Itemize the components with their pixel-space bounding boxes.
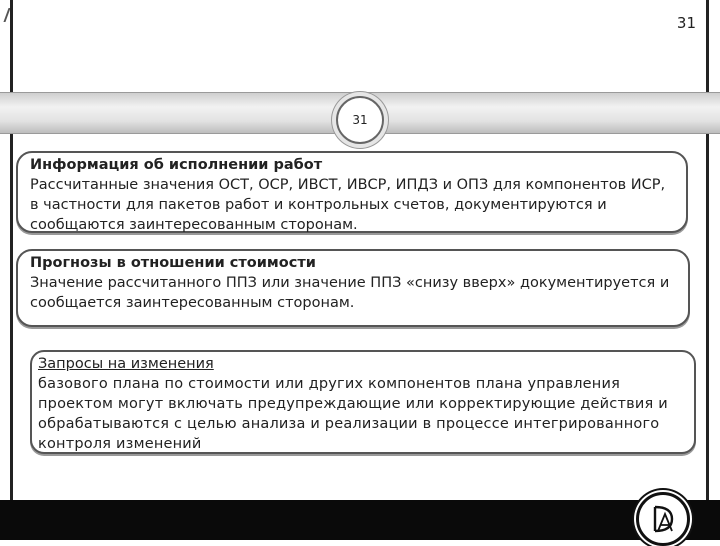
cost-forecasts-box [16, 249, 690, 327]
page-number: 31 [676, 14, 696, 32]
box-heading: Запросы на изменения [38, 356, 214, 372]
box-text: Рассчитанные значения ОСТ, ОСР, ИВСТ, ИВСР, ИПДЗ и ОПЗ для компонентов ИСР, в частности для пакетов работ и контрольных счетов, документируются и сообщаются заинтересованным сторонам. [30, 177, 666, 233]
change-requests-box [30, 350, 696, 454]
right-border-line [706, 0, 709, 500]
da-monogram-logo-icon [636, 492, 690, 546]
box-text: Значение рассчитанного ППЗ или значение ППЗ «снизу вверх» документируется и сообщается заинтересованным сторонам. [30, 275, 670, 311]
footer-bar [0, 500, 720, 540]
work-performance-info-box [16, 151, 688, 233]
box-heading: Информация об исполнении работ [30, 157, 323, 173]
slide-number-badge: 31 [336, 96, 384, 144]
box-text: базового плана по стоимости или других компонентов плана управления проектом могут включать предупреждающие или корректирующие действия и обрабатываются с целью анализа и реализации в процессе интегрированного контроля изменений [38, 376, 668, 452]
box-heading: Прогнозы в отношении стоимости [30, 255, 316, 271]
left-border-line [10, 0, 13, 500]
